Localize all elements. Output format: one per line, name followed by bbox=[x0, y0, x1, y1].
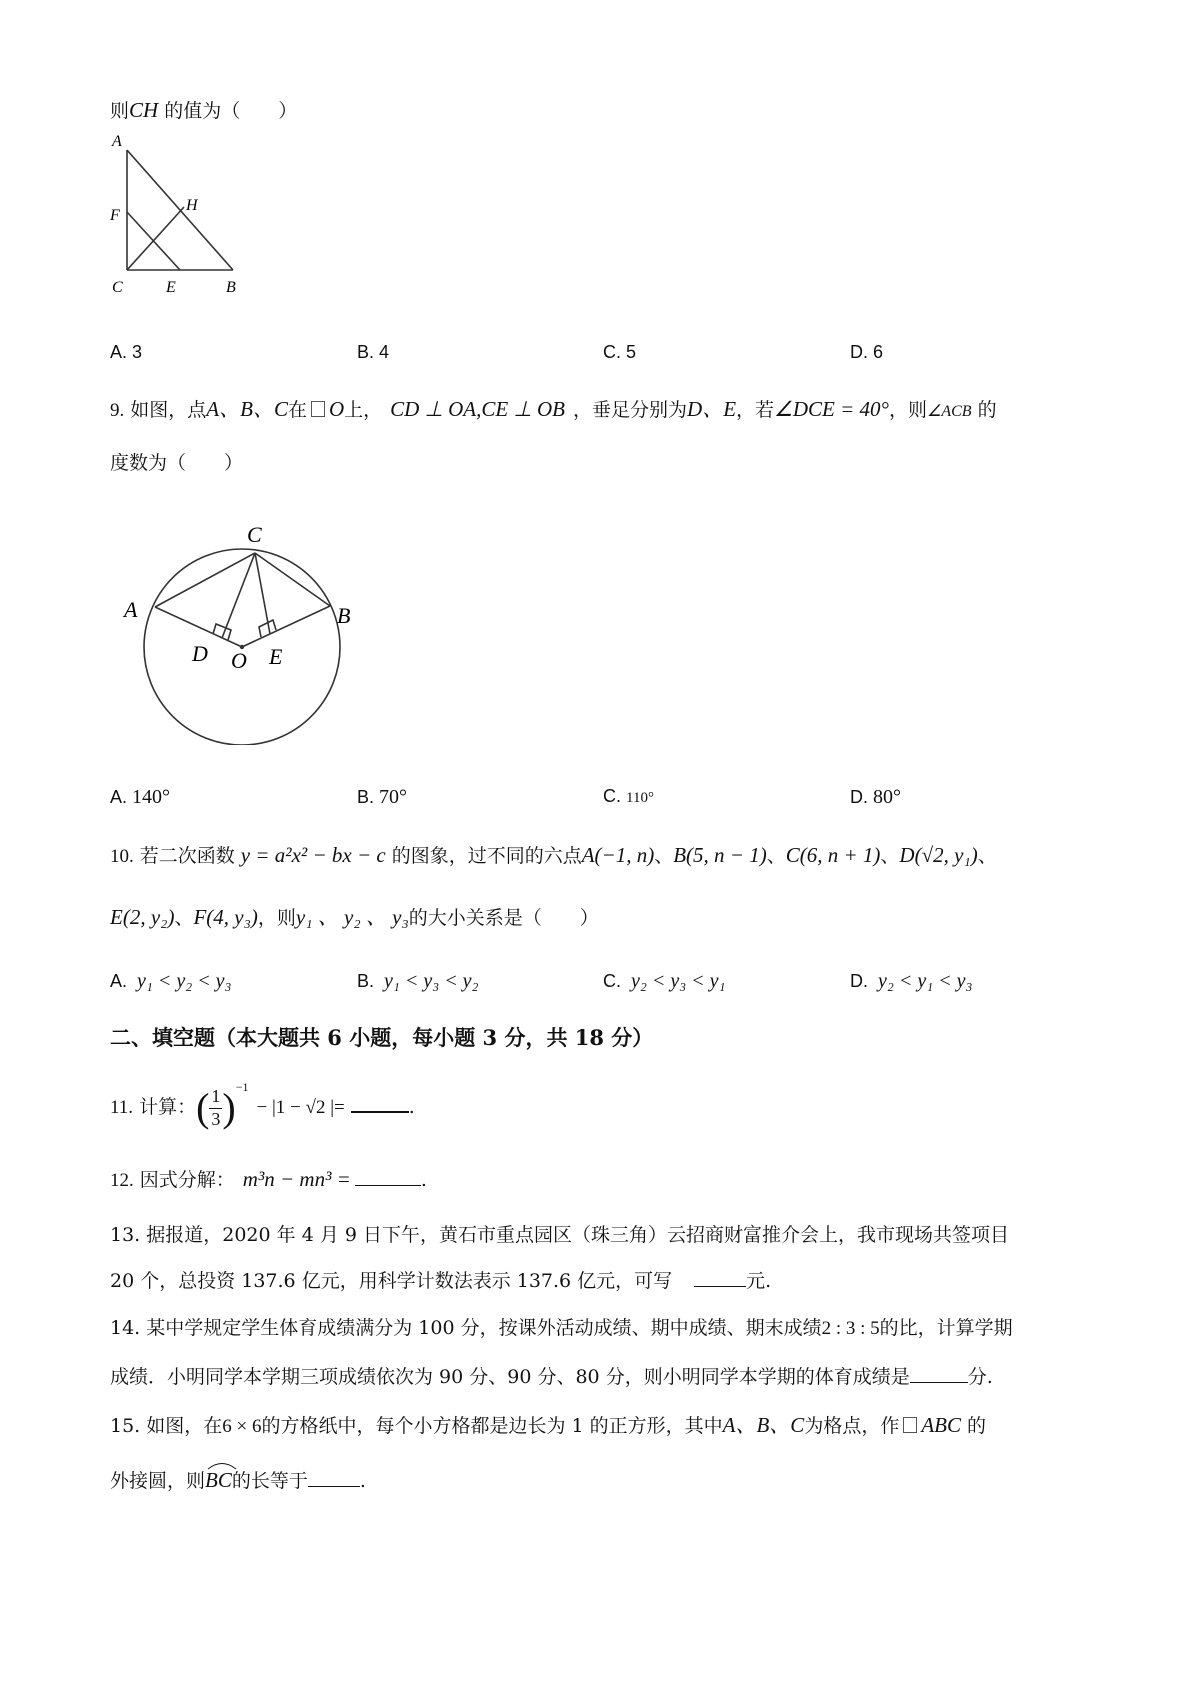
q8-option-a: A. 3 bbox=[110, 342, 143, 362]
q14-text: 成绩．小明同学本学期三项成绩依次为 90 分、90 分、80 分，则小明同学本学期的体育成绩是 bbox=[110, 1366, 910, 1388]
q10-text: 的大小关系是（ ） bbox=[408, 907, 599, 929]
q15-answer-blank[interactable] bbox=[308, 1486, 360, 1487]
q11-numerator: 1 bbox=[209, 1086, 222, 1109]
q11-denominator: 3 bbox=[211, 1108, 221, 1129]
q15-points: A、B、C bbox=[722, 1413, 805, 1437]
q15-triangle-name: ABC bbox=[921, 1413, 962, 1437]
q15-text: 的 bbox=[961, 1415, 987, 1437]
triangle-symbol bbox=[903, 1417, 917, 1433]
q10-option-letter: D. bbox=[850, 971, 868, 991]
q10-option-value: y₁ < y₃ < y₂ bbox=[384, 970, 479, 992]
q9-text: 上， bbox=[344, 399, 383, 421]
q10-stem-line2 bbox=[110, 905, 599, 930]
q9-option-letter: A. bbox=[110, 787, 128, 807]
q12-number: 12. bbox=[110, 1170, 134, 1191]
q11-stem bbox=[110, 1080, 415, 1132]
q12-expression: m³n − mn³ = bbox=[242, 1167, 351, 1191]
q12-text: 因式分解： bbox=[133, 1169, 235, 1191]
q10-sep: 、 bbox=[654, 845, 674, 867]
q8-label-f: F bbox=[110, 207, 120, 224]
q9-label-d: D bbox=[192, 641, 208, 666]
q9-points: A、B、C bbox=[206, 397, 288, 421]
q15-line1 bbox=[110, 1413, 986, 1439]
q10-sep: 、 bbox=[174, 907, 194, 929]
q10-text: 若二次函数 bbox=[133, 845, 235, 867]
q9-label-e: E bbox=[269, 644, 283, 669]
q11-number: 11. bbox=[110, 1097, 134, 1118]
q11-end: . bbox=[408, 1096, 415, 1118]
q8-label-c: C bbox=[112, 279, 123, 296]
q10-option-letter: B. bbox=[357, 971, 375, 991]
q13-text: 20 个，总投资 137.6 亿元，用科学计数法表示 137.6 亿元，可写 bbox=[110, 1270, 673, 1292]
q14-text: 分. bbox=[967, 1366, 993, 1388]
q8-figure bbox=[100, 130, 280, 310]
q9-label-a: A bbox=[124, 597, 138, 622]
q8-segment-ch bbox=[127, 207, 184, 270]
q10-text: ，则 bbox=[257, 907, 296, 929]
q9-option-value: 70° bbox=[379, 786, 408, 808]
q9-number: 9. bbox=[110, 400, 125, 421]
q15-grid-size: 6 × 6 bbox=[222, 1416, 262, 1437]
q8-stem-suffix: 的值为（ ） bbox=[158, 100, 298, 122]
q9-target-angle: ∠ACB bbox=[926, 403, 972, 420]
q14-answer-blank[interactable] bbox=[910, 1382, 968, 1383]
q8-stem-prefix: 则 bbox=[110, 100, 130, 122]
q11-text: 计算： bbox=[133, 1096, 197, 1118]
q15-text: 的长等于 bbox=[231, 1470, 308, 1492]
q10-text: 的图象，过不同的六点 bbox=[391, 845, 582, 867]
q9-option-letter: D. bbox=[850, 787, 868, 807]
q14-text: 的比，计算学期 bbox=[879, 1317, 1013, 1339]
q9-text: 的 bbox=[971, 399, 997, 421]
q9-segment-cd bbox=[222, 553, 255, 638]
q9-option-a bbox=[110, 786, 170, 809]
q10-option-letter: C. bbox=[603, 971, 621, 991]
q12-answer-blank[interactable] bbox=[355, 1185, 421, 1186]
q8-option-d: D. 6 bbox=[850, 342, 884, 362]
q11-fraction bbox=[209, 1086, 222, 1130]
q8-label-b: B bbox=[226, 279, 236, 296]
q8-option-b: B. 4 bbox=[357, 342, 390, 362]
q10-sep: 、 bbox=[766, 845, 786, 867]
q10-point-d: D(√2, y₁) bbox=[899, 843, 978, 867]
q9-option-value: 80° bbox=[873, 786, 902, 808]
q10-sep: 、 bbox=[977, 845, 997, 867]
q14-ratio: 2 : 3 : 5 bbox=[821, 1318, 880, 1339]
q15-text: 为格点，作 bbox=[804, 1415, 900, 1437]
q9-text: ，垂足分别为 bbox=[573, 399, 688, 421]
q9-segment-cb bbox=[255, 553, 330, 606]
q12-stem bbox=[110, 1167, 427, 1193]
q12-end: . bbox=[420, 1169, 427, 1191]
q9-text: 如图，点 bbox=[124, 399, 207, 421]
q13-answer-blank[interactable] bbox=[694, 1286, 746, 1287]
q9-text: ，若 bbox=[736, 399, 775, 421]
section-heading-fill-in: 二、填空题（本大题共 6 小题，每小题 3 分，共 18 分） bbox=[110, 1025, 654, 1050]
q10-option-a bbox=[110, 970, 232, 993]
q15-line2 bbox=[110, 1468, 366, 1493]
q10-number: 10. bbox=[110, 846, 134, 867]
q8-label-e: E bbox=[166, 279, 176, 296]
circle-symbol bbox=[311, 401, 325, 417]
q9-label-o: O bbox=[231, 648, 247, 673]
q10-point-b: B(5, n − 1) bbox=[673, 843, 767, 867]
q11-expression: − |1 − √2 |= bbox=[256, 1097, 345, 1118]
q15-end: . bbox=[359, 1470, 366, 1492]
q9-label-b: B bbox=[337, 603, 351, 628]
arc-mark-icon bbox=[207, 1460, 237, 1470]
q9-condition: CD ⊥ OA,CE ⊥ OB bbox=[390, 397, 566, 421]
q10-function: y = a²x² − bx − c bbox=[240, 843, 386, 867]
q10-option-value: y₁ < y₂ < y₃ bbox=[137, 970, 232, 992]
q15-text: 外接圆，则 bbox=[110, 1470, 206, 1492]
q11-left-paren: ( bbox=[196, 1085, 210, 1130]
q9-circle-name: O bbox=[328, 397, 345, 421]
q14-line1 bbox=[110, 1317, 1013, 1341]
q9-figure bbox=[110, 510, 370, 745]
q9-option-value: 140° bbox=[132, 786, 171, 808]
q10-point-c: C(6, n + 1) bbox=[785, 843, 881, 867]
q14-line2 bbox=[110, 1366, 993, 1389]
q11-right-paren: ) bbox=[222, 1085, 236, 1130]
q9-option-d bbox=[850, 786, 901, 809]
q13-line2 bbox=[110, 1270, 771, 1293]
q11-exponent: −1 bbox=[235, 1080, 249, 1094]
q11-answer-blank[interactable] bbox=[351, 1111, 409, 1113]
q9-text: ，则 bbox=[888, 399, 927, 421]
q10-option-c bbox=[603, 970, 726, 993]
q10-option-d bbox=[850, 970, 973, 993]
q10-option-b bbox=[357, 970, 479, 993]
q9-option-letter: C. bbox=[603, 786, 621, 806]
q9-label-c: C bbox=[247, 522, 262, 547]
q10-stem-line1 bbox=[110, 843, 997, 869]
q13-text: 元. bbox=[746, 1270, 772, 1292]
q9-option-value: 110° bbox=[626, 790, 654, 806]
q10-option-value: y₂ < y₁ < y₃ bbox=[878, 970, 973, 992]
q10-option-letter: A. bbox=[110, 971, 128, 991]
q8-label-a: A bbox=[112, 133, 122, 150]
q10-point-a: A(−1, n) bbox=[581, 843, 655, 867]
q9-option-b bbox=[357, 786, 407, 809]
q8-stem bbox=[110, 98, 297, 123]
q9-angle: ∠DCE = 40° bbox=[774, 397, 889, 421]
q15-text: 的方格纸中，每个小方格都是边长为 1 的正方形，其中 bbox=[261, 1415, 723, 1437]
q15-text: 15. 如图，在 bbox=[110, 1415, 223, 1437]
q9-feet: D、E bbox=[687, 397, 737, 421]
q10-y-values: y₁ 、 y₂ 、 y₃ bbox=[295, 905, 409, 929]
q8-stem-math: CH bbox=[129, 98, 159, 122]
q10-option-value: y₂ < y₃ < y₁ bbox=[631, 970, 726, 992]
q14-text: 14. 某中学规定学生体育成绩满分为 100 分，按课外活动成绩、期中成绩、期末成绩 bbox=[110, 1317, 822, 1339]
q9-option-c bbox=[603, 786, 654, 807]
q15-arc-label: BC bbox=[205, 1468, 232, 1492]
q9-segment-bo bbox=[242, 606, 330, 647]
q9-option-letter: B. bbox=[357, 787, 375, 807]
q8-label-h: H bbox=[186, 197, 198, 214]
q15-arc bbox=[205, 1468, 232, 1493]
q8-option-c: C. 5 bbox=[603, 342, 637, 362]
q10-point-e: E(2, y₂) bbox=[110, 905, 175, 929]
q9-text: 在 bbox=[287, 399, 307, 421]
q9-stem-line2: 度数为（ ） bbox=[110, 452, 244, 474]
q13-line1: 13. 据报道，2020 年 4 月 9 日下午，黄石市重点园区（珠三角）云招商财富推介会上，我市现场共签项目 bbox=[110, 1224, 1009, 1246]
q10-sep: 、 bbox=[880, 845, 900, 867]
q10-point-f: F(4, y₃) bbox=[193, 905, 258, 929]
q9-stem-line1 bbox=[110, 397, 997, 423]
